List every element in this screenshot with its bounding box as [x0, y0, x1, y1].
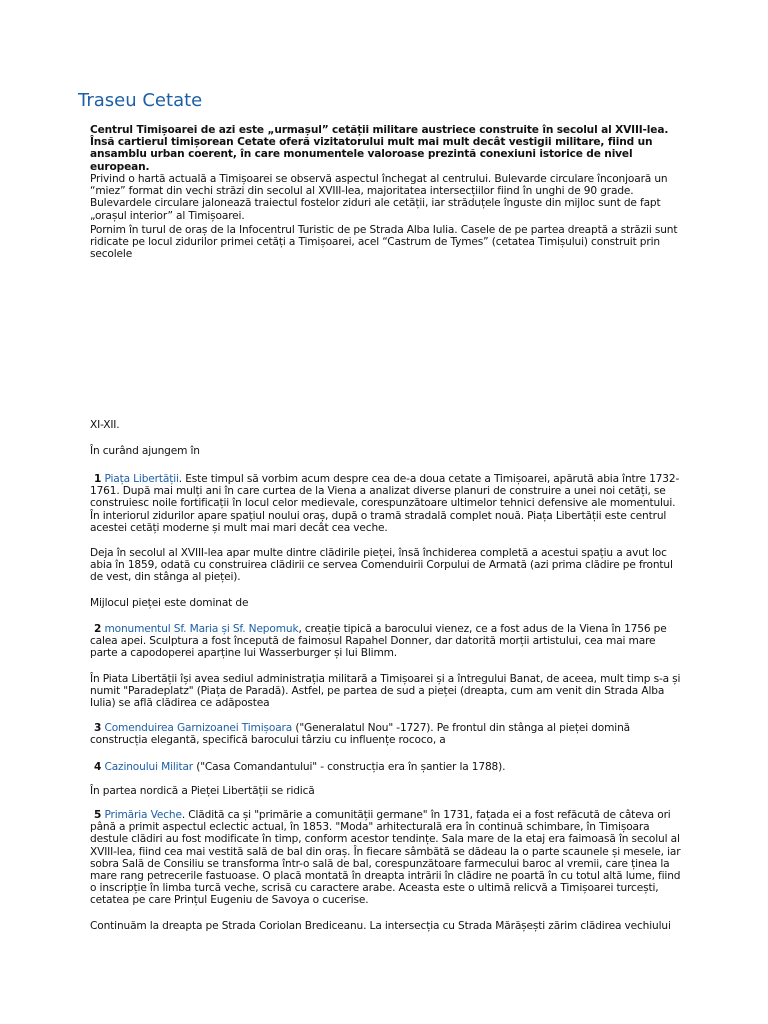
section-number: 2 [94, 623, 102, 635]
paragraph-tour-start: Pornim în turul de oraș de la Infocentrul Turistic de pe Strada Alba Iulia. Casele de pe partea dreaptă a străzii sunt ridicate pe locul zidurilor primei cetăți a Timișoarei, acel “Castrum de Tymes” (cetatea Timișului) construit prin secolele [90, 224, 678, 261]
link-comenduirea[interactable]: Comenduirea Garnizoanei Timișoara [104, 722, 293, 734]
section-text: ("Generalatul Nou" -1727). Pe frontul din stânga al pieței domină construcția elegantă, specifică barocului târziu cu influențe rococo, a [90, 722, 631, 747]
section-number: 3 [94, 722, 102, 734]
intro-paragraph: Centrul Timișoarei de azi este „urmașul” cetății militare austriece construite în secolul al XVIII-lea. Însă cartierul timișorean Cetate oferă vizitatorului mult mai mult decât vestigii militare, fiind un ansamblu urban coerent, în care monumentele valoroase prezintă conexiuni istorice de nivel european. [90, 124, 669, 173]
section-text: . Este timpul să vorbim acum despre cea de-a doua cetate a Timișoarei, apărută abia între 1732-1761. După mai mulți ani în care curtea de la Viena a analizat diverse planuri de construire a unei noi cetăți, se construiesc noile fortificații în locul celor medievale, corespunzătoare ultimelor tehnici defensive ale momentului. În interiorul zidurilor apare spațiul noului oraș, după o tramă stradală complet nouă. Piața Libertății este centrul acestei cetăți moderne și mult mai mari decât cea veche. [90, 473, 680, 534]
section-number: 5 [94, 809, 102, 821]
paragraph-centuries: XI-XII. [90, 419, 120, 431]
link-cazinoul[interactable]: Cazinoului Militar [104, 761, 193, 773]
page-title: Traseu Cetate [78, 90, 203, 111]
paragraph-map: Privind o hartă actuală a Timișoarei se observă aspectul închegat al centrului. Bulevarde circulare înconjoară un “miez” format din vechi străzi din secolul al XVIII-lea, majoritatea intersecțiilor fiind în unghi de 90 grade. Bulevardele circulare jalonează traiectul fostelor ziduri ale cetății, iar străduțele înguste din mijloc sunt de fapt „orașul interior” al Timișoarei. [90, 173, 668, 222]
section-4 [90, 761, 685, 773]
link-primaria-veche[interactable]: Primăria Veche [104, 809, 182, 821]
paragraph-north: În partea nordică a Pieței Libertății se ridică [90, 785, 315, 797]
section-3 [90, 722, 685, 746]
section-2 [90, 623, 685, 660]
paragraph-administration: În Piata Libertății își avea sediul administrația militară a Timișoarei și a întregului Banat, de aceea, mult timp s-a și numit "Paradeplatz" (Piața de Paradă). Astfel, pe partea de sud a pieței (dreapta, cum am venit din Strada Alba Iulia) se află clădirea ce adăpostea [90, 673, 681, 710]
paragraph-middle: Mijlocul pieței este dominat de [90, 597, 249, 609]
section-text: , creație tipică a barocului vienez, ce a fost adus de la Viena în 1756 pe calea apei. Sculptura a fost începută de faimosul Rapahel Donner, dar datorită morții artistului, cea mai mare parte a capodoperei aparține lui Wasserburger și lui Blimm. [90, 623, 667, 660]
section-number: 4 [94, 761, 102, 773]
section-1 [90, 473, 685, 534]
paragraph-continue: Continuăm la dreapta pe Strada Coriolan Brediceanu. La intersecția cu Strada Mărășești zărim clădirea vechiului [90, 920, 671, 932]
section-text: ("Casa Comandantului" - construcția era în șantier la 1788). [193, 761, 506, 773]
paragraph-arrive: În curând ajungem în [90, 445, 200, 457]
section-number: 1 [94, 473, 102, 485]
link-monument[interactable]: monumentul Sf. Maria și Sf. Nepomuk [104, 623, 299, 635]
paragraph-square-buildings: Deja în secolul al XVIII-lea apar multe dintre clădirile pieței, însă închiderea completă a acestui spațiu a avut loc abia în 1859, odată cu construirea clădirii ce servea Comenduirii Corpului de Armată (azi prima clădire pe frontul de vest, din stânga al pieței). [90, 547, 673, 584]
section-5 [90, 809, 685, 907]
link-piata-libertatii[interactable]: Piața Libertății [104, 473, 179, 485]
section-text: . Clădită ca și "primărie a comunității germane" în 1731, fațada ei a fost refăcută de câteva ori până a primit aspectul eclectic actual, în 1853. "Moda" arhitecturală era în continuă schimbare, în Timișoara destule clădiri au fost modificate în timp, conform acestor tendințe. Sala mare de la etaj era faimoasă în secolul al XVIII-lea, fiind cea mai vestită sală de bal din oraș. În fiecare sâmbătă se dădeau la o parte scaunele și mesele, iar sobra Sală de Consiliu se transforma într-o sală de bal, corespunzătoare farmecului baroc al vremii, care ținea la mare rang petrecerile fastuoase. O placă montată în dreapta intrării în clădire ne poartă în cu totul altă lume, fiind o inscripție în limba turcă veche, scrisă cu caractere arabe. Aceasta este o ultimă relicvă a Timișoarei turcești, cetatea pe care Prințul Eugeniu de Savoya o cucerise. [90, 809, 681, 907]
